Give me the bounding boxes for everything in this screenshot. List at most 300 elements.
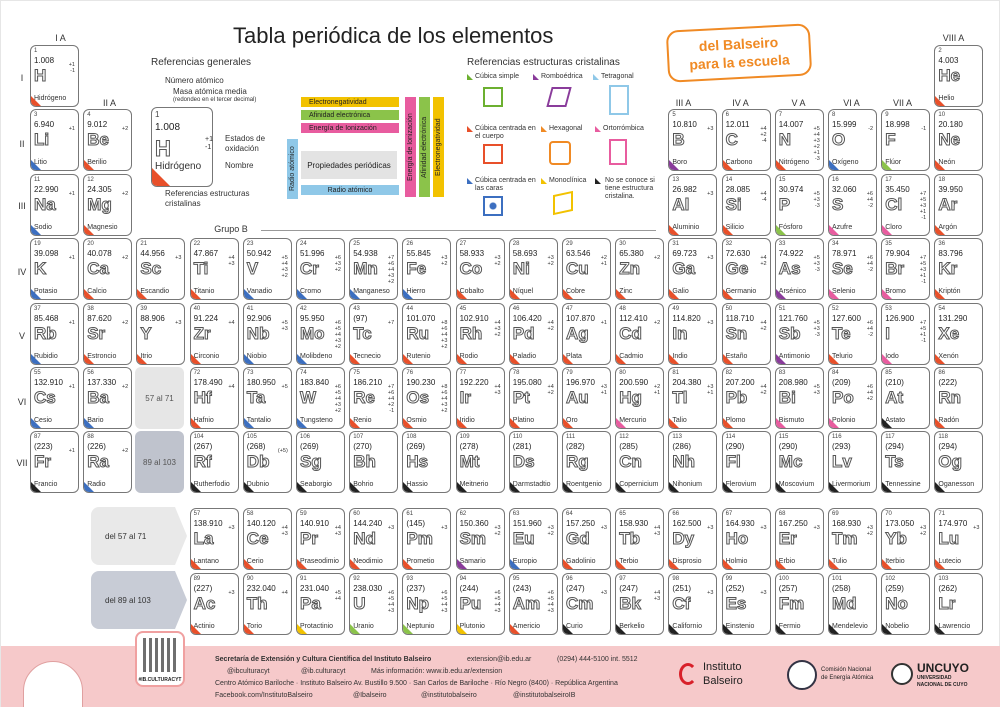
element-atomic-number: 90	[246, 576, 254, 582]
element-atomic-number: 15	[778, 176, 786, 183]
element-cell-cl	[881, 174, 930, 236]
element-symbol: Kr	[938, 259, 958, 279]
element-atomic-number: 52	[832, 305, 839, 312]
element-atomic-mass: 44.956	[140, 249, 165, 259]
crystal-structure-marker	[84, 289, 94, 299]
element-symbol: Cm	[566, 594, 594, 613]
reference-cell	[151, 107, 213, 187]
element-symbol: C	[725, 130, 738, 150]
element-atomic-mass: 69.723	[672, 249, 697, 259]
element-name: Cromo	[300, 288, 322, 296]
element-symbol: Zn	[619, 259, 640, 279]
crystal-structure-marker	[137, 354, 147, 364]
crystal-structure-marker	[297, 354, 307, 364]
element-symbol: Co	[459, 259, 483, 279]
element-atomic-number: 113	[672, 434, 682, 441]
element-cell-bh	[349, 431, 398, 493]
element-atomic-number: 97	[619, 576, 626, 582]
element-symbol: Tb	[619, 529, 640, 548]
element-symbol: Hs	[406, 452, 429, 472]
crystal-structure-marker	[191, 418, 201, 428]
element-atomic-mass: 192.220	[459, 378, 489, 387]
element-symbol: Rb	[34, 323, 57, 343]
element-symbol: S	[832, 194, 844, 214]
element-symbol: Rf	[193, 452, 212, 472]
element-symbol: Tc	[353, 323, 372, 343]
element-cell-v	[243, 238, 292, 300]
element-name: Europio	[512, 558, 537, 565]
element-symbol: P	[778, 194, 791, 214]
period-label-3: III	[18, 201, 26, 211]
footer-twitter-handle[interactable]: @ib.culturacyt	[301, 668, 346, 675]
period-label-4: IV	[17, 267, 27, 277]
crystal-structure-marker	[882, 225, 892, 235]
element-symbol: Ga	[672, 259, 696, 279]
qr-code[interactable]	[135, 631, 185, 687]
element-oxidation-states: +3	[707, 255, 714, 262]
crystal-structure-marker	[882, 354, 892, 364]
element-atomic-number: 6	[725, 112, 729, 119]
element-cell-fr	[30, 431, 79, 493]
crystal-structure-marker	[935, 624, 945, 634]
element-atomic-number: 38	[87, 305, 94, 312]
element-oxidation-states: +5	[281, 384, 288, 390]
element-atomic-number: 80	[619, 370, 626, 376]
element-cell-he	[934, 45, 983, 107]
group-label-18: VIII A	[942, 33, 965, 43]
element-cell-cu	[562, 238, 611, 300]
crystal-structure-marker	[935, 482, 945, 492]
element-name: Vanadio	[246, 288, 272, 296]
element-name: Lutecio	[938, 558, 961, 565]
element-cell-re	[349, 367, 398, 429]
element-atomic-mass: 118.710	[725, 313, 754, 323]
element-atomic-number: 70	[885, 511, 892, 517]
element-name: Moscovium	[778, 481, 815, 489]
ref-example-number: 1	[155, 110, 160, 119]
crystal-structure-marker	[776, 160, 786, 170]
element-atomic-mass: 102.910	[459, 313, 489, 323]
element-symbol: Ge	[725, 259, 749, 279]
vbar-electroneg: Electronegatividad	[433, 97, 444, 197]
element-oxidation-states: +4 +2	[760, 319, 767, 332]
element-symbol: H	[34, 66, 47, 85]
element-symbol: Es	[725, 594, 747, 613]
crystal-structure-marker	[563, 624, 573, 634]
element-oxidation-states: +3	[707, 126, 714, 133]
element-atomic-mass: 138.910	[193, 519, 223, 528]
element-symbol: Br	[885, 259, 905, 279]
element-name: Potasio	[34, 288, 58, 296]
element-atomic-mass: 180.950	[246, 378, 276, 387]
element-name: Platino	[512, 417, 535, 424]
crystal-structure-marker	[935, 354, 945, 364]
element-symbol: Md	[832, 594, 857, 613]
element-atomic-mass: 106.420	[512, 313, 542, 323]
element-atomic-number: 27	[459, 241, 467, 248]
element-cell-hs	[402, 431, 451, 493]
bar-affinity: Afinidad electrónica	[301, 110, 399, 120]
element-oxidation-states: +5 +3 -3	[813, 190, 820, 209]
crystal-structure-marker	[244, 289, 254, 299]
element-symbol: Pt	[512, 388, 530, 407]
crystal-structure-marker	[935, 96, 945, 106]
element-cell-po	[828, 367, 877, 429]
element-symbol: Lu	[938, 529, 960, 548]
crystal-structure-marker	[829, 225, 839, 235]
element-cell-br	[881, 238, 930, 300]
element-symbol: Li	[34, 130, 50, 150]
crystal-unknown-label: No se conoce si tiene estructura cristalina.	[605, 177, 655, 200]
element-oxidation-states: +1	[68, 319, 75, 326]
element-cell-li	[30, 109, 79, 171]
footer-email[interactable]: extension@ib.edu.ar	[467, 656, 532, 663]
crystal-tetra-label: Tetragonal	[601, 73, 634, 80]
element-name: Oro	[566, 417, 578, 424]
footer-instagram-handle[interactable]: @ibculturacyt	[227, 668, 270, 675]
element-oxidation-states: +5 +4 +3 +2	[281, 255, 288, 280]
element-cell-ta	[243, 367, 292, 429]
element-atomic-number: 115	[778, 434, 789, 441]
element-symbol: Ti	[193, 259, 209, 279]
element-oxidation-states: +1	[68, 190, 75, 197]
crystal-structure-marker	[829, 559, 839, 569]
element-name: Plutonio	[459, 623, 485, 630]
element-atomic-mass: 51.996	[300, 249, 325, 259]
rhombohedral-structure-icon	[546, 87, 571, 107]
element-atomic-mass: 87.620	[87, 313, 112, 323]
element-oxidation-states: +4 +3	[334, 525, 341, 537]
element-cell-es	[722, 573, 771, 635]
element-atomic-number: 68	[778, 511, 786, 517]
crystal-structure-marker	[669, 160, 679, 170]
element-cell-mo	[296, 303, 345, 365]
element-symbol: Bi	[778, 388, 796, 407]
element-atomic-mass: 178.490	[193, 378, 223, 387]
crystal-structure-marker	[935, 418, 945, 428]
element-atomic-mass: 151.960	[512, 519, 542, 528]
element-atomic-number: 19	[34, 241, 41, 248]
element-atomic-mass: (262)	[938, 584, 958, 593]
period-label-7: VII	[16, 458, 28, 468]
footer-address: Centro Atómico Bariloche · Instituto Balseiro Av. Bustillo 9.500 · San Carlos de Bariloche · Río Negro (8400) · República Argentina	[215, 680, 618, 687]
element-name: Cesio	[34, 417, 52, 424]
element-atomic-number: 8	[832, 112, 836, 119]
element-oxidation-states: +6 +5 +4 +3	[494, 590, 501, 614]
element-atomic-mass: 231.040	[300, 584, 329, 593]
element-symbol: Al	[672, 194, 690, 214]
element-atomic-number: 18	[938, 176, 946, 183]
element-cell-cf	[668, 573, 717, 635]
crystal-structure-marker	[191, 289, 201, 299]
element-atomic-mass: 26.982	[672, 184, 697, 194]
element-cell-bk	[615, 573, 664, 635]
element-name: Kriptón	[938, 288, 961, 296]
crystal-structure-marker	[723, 418, 733, 428]
crystal-structure-marker	[829, 482, 839, 492]
element-atomic-mass: 58.693	[512, 249, 538, 259]
element-oxidation-states: +6 +4 -2	[866, 190, 873, 209]
element-symbol: Ba	[87, 388, 109, 407]
element-symbol: Sm	[459, 529, 487, 548]
element-atomic-mass: (237)	[406, 584, 426, 593]
element-oxidation-states: +4 +2	[760, 384, 767, 396]
bar-electronegativity: Electronegatividad	[301, 97, 399, 107]
footer-more-info[interactable]: Más información: www.ib.edu.ar/extension	[371, 668, 503, 675]
element-atomic-mass: 107.870	[566, 313, 595, 323]
element-symbol: Eu	[512, 529, 535, 548]
crystal-structure-marker	[297, 559, 307, 569]
element-oxidation-states: +3	[707, 525, 714, 531]
element-oxidation-states: +5 +3 -3	[813, 319, 820, 338]
element-name: Copernicium	[619, 481, 659, 489]
element-oxidation-states: +3	[387, 525, 395, 531]
element-atomic-mass: (257)	[778, 584, 798, 593]
element-atomic-mass: 39.950	[938, 184, 963, 194]
element-cell-gd	[562, 508, 611, 570]
crystal-structure-marker	[935, 289, 945, 299]
element-oxidation-states: +2	[121, 384, 129, 390]
crystal-structure-marker	[457, 354, 467, 364]
element-cell-al	[668, 174, 717, 236]
element-symbol: Fr	[34, 452, 51, 472]
element-atomic-mass: 20.180	[938, 120, 963, 130]
element-atomic-mass: (286)	[672, 442, 692, 452]
element-symbol: Sb	[778, 323, 801, 343]
footer-twitter[interactable]: @Ibalseiro	[353, 692, 387, 699]
element-cell-xe	[934, 303, 983, 365]
element-oxidation-states: +3 +1	[707, 384, 714, 396]
element-atomic-number: 94	[459, 576, 467, 582]
element-symbol: Th	[246, 594, 268, 613]
element-symbol: Ac	[193, 594, 216, 613]
crystal-structure-marker	[297, 482, 307, 492]
crystal-structure-marker	[935, 160, 945, 170]
element-atomic-number: 36	[938, 241, 946, 248]
crystal-structure-marker	[669, 482, 679, 492]
element-name: Magnesio	[87, 223, 118, 231]
element-cell-sg	[296, 431, 345, 493]
element-atomic-number: 88	[87, 434, 94, 441]
element-cell-rb	[30, 303, 79, 365]
element-atomic-mass: (285)	[619, 442, 638, 452]
crystal-structure-marker	[776, 354, 786, 364]
element-atomic-number: 61	[406, 511, 414, 517]
element-oxidation-states: +8 +6 +4 +3 +2	[441, 384, 448, 414]
element-atomic-number: 47	[566, 305, 573, 312]
element-oxidation-states: +2	[653, 255, 661, 262]
footer-instagram-1[interactable]: @institutobalseiro	[421, 692, 477, 699]
logo-uncuyo-line3: NACIONAL DE CUYO	[917, 682, 968, 688]
crystal-structure-marker	[137, 289, 147, 299]
crystal-structure-marker	[776, 624, 786, 634]
element-name: Rodio	[459, 352, 478, 360]
crystal-structure-marker	[31, 160, 41, 170]
element-name: Oganesson	[938, 481, 975, 489]
logo-uncuyo-line2: UNIVERSIDAD	[917, 675, 952, 681]
element-name: Arsénico	[778, 288, 807, 296]
footer-facebook[interactable]: Facebook.com/InstitutoBalseiro	[215, 692, 313, 699]
element-name: Cerio	[246, 558, 264, 565]
element-name: Galio	[672, 288, 689, 296]
element-symbol: Ca	[87, 259, 109, 279]
element-name: Neón	[938, 159, 956, 167]
element-symbol: Be	[87, 130, 109, 150]
element-atomic-mass: 92.906	[246, 313, 272, 323]
footer-instagram-2[interactable]: @institutobalseiroIB	[513, 692, 576, 699]
element-symbol: Ir	[459, 388, 471, 407]
element-atomic-number: 76	[406, 370, 414, 376]
element-cell-at	[881, 367, 930, 429]
school-badge	[666, 23, 813, 82]
element-symbol: La	[193, 529, 214, 548]
element-atomic-mass: (247)	[619, 584, 638, 593]
swatch-rhombo	[533, 74, 539, 80]
element-name: Nobelio	[885, 623, 909, 630]
element-cell-dy	[668, 508, 717, 570]
element-atomic-number: 1	[34, 48, 38, 54]
element-symbol: F	[885, 130, 896, 150]
element-atomic-mass: (247)	[566, 584, 585, 593]
element-atomic-mass: (294)	[938, 442, 958, 452]
element-atomic-number: 58	[246, 511, 254, 517]
element-atomic-mass: 174.970	[938, 519, 968, 528]
element-name: Estroncio	[87, 352, 117, 360]
ref-atomic-mass: Masa atómica media	[173, 87, 247, 96]
bcc-structure-icon	[483, 144, 503, 164]
element-cell-ge	[722, 238, 771, 300]
crystal-structure-marker	[935, 225, 945, 235]
element-name: Manganeso	[353, 288, 390, 296]
actinide-placeholder: 89 al 103	[135, 431, 184, 493]
element-atomic-number: 25	[353, 241, 360, 248]
element-atomic-mass: 126.900	[885, 313, 915, 323]
element-name: Hassio	[406, 481, 428, 489]
swatch-ortho	[595, 126, 601, 132]
element-atomic-mass: 18.998	[885, 120, 910, 130]
element-name: Erbio	[778, 558, 796, 565]
element-cell-ni	[509, 238, 558, 300]
element-cell-y	[136, 303, 185, 365]
element-atomic-mass: 12.011	[725, 120, 750, 130]
crystal-structure-marker	[350, 482, 360, 492]
element-atomic-number: 48	[619, 305, 626, 312]
ref-atomic-mass-note: (redondeo en el tercer decimal)	[173, 97, 257, 103]
crystal-structure-marker	[84, 482, 94, 492]
crystal-structure-marker	[510, 559, 520, 569]
element-cell-n	[775, 109, 824, 171]
element-atomic-number: 29	[566, 241, 573, 248]
element-symbol: Fe	[406, 259, 427, 279]
element-atomic-number: 4	[87, 112, 91, 119]
element-cell-rg	[562, 431, 611, 493]
element-atomic-number: 104	[193, 434, 204, 441]
element-symbol: Ho	[725, 529, 749, 548]
element-atomic-number: 93	[406, 576, 414, 582]
swatch-cubic	[467, 74, 473, 80]
element-oxidation-states: +1	[68, 448, 75, 455]
element-atomic-number: 96	[566, 576, 573, 582]
element-atomic-number: 40	[193, 305, 201, 312]
element-symbol: Cd	[619, 323, 642, 343]
crystal-structure-marker	[882, 624, 892, 634]
element-atomic-number: 118	[938, 434, 948, 441]
element-atomic-number: 60	[353, 511, 360, 517]
element-atomic-mass: (209)	[832, 378, 851, 387]
element-cell-np	[402, 573, 451, 635]
ref-crystal-structures: Referencias estructuras cristalinas	[165, 189, 250, 208]
element-oxidation-states: +7 +6 +4 +3 +2	[387, 255, 395, 286]
crystal-structure-marker	[510, 289, 520, 299]
element-name: Lawrencio	[938, 623, 971, 630]
crystal-structure-marker	[563, 289, 573, 299]
element-atomic-number: 66	[672, 511, 680, 517]
element-atomic-mass: 101.070	[406, 313, 436, 323]
element-cell-ra	[83, 431, 132, 493]
element-cell-yb	[881, 508, 930, 570]
element-oxidation-states: +6 +5 +4 +3	[441, 590, 448, 614]
element-name: Holmio	[725, 558, 748, 565]
element-atomic-number: 34	[832, 241, 839, 248]
element-atomic-number: 31	[672, 241, 680, 248]
element-name: Talio	[672, 417, 687, 424]
crystal-structure-marker	[616, 354, 626, 364]
element-name: Cobalto	[459, 288, 484, 296]
element-cell-f	[881, 109, 930, 171]
element-atomic-mass: 24.305	[87, 184, 112, 194]
element-symbol: Ra	[87, 452, 109, 472]
element-atomic-mass: 47.867	[193, 249, 219, 259]
element-cell-u	[349, 573, 398, 635]
element-name: Zinc	[619, 288, 633, 296]
element-name: Renio	[353, 417, 372, 424]
element-atomic-number: 39	[140, 305, 148, 312]
element-cell-ga	[668, 238, 717, 300]
element-oxidation-states: +3	[973, 525, 980, 531]
element-name: Bromo	[885, 288, 906, 296]
element-cell-se	[828, 238, 877, 300]
lanthanide-arrow: del 57 al 71	[91, 507, 175, 565]
element-oxidation-states: +1 -1	[68, 62, 75, 74]
element-atomic-number: 5	[672, 112, 676, 119]
element-oxidation-states: +3 +2	[441, 255, 448, 268]
crystal-structure-marker	[723, 289, 733, 299]
crystal-structure-marker	[669, 418, 679, 428]
crystal-structure-marker	[669, 354, 679, 364]
element-atomic-number: 89	[193, 576, 201, 582]
element-cell-db	[243, 431, 292, 493]
element-cell-mg	[83, 174, 132, 236]
element-atomic-number: 87	[34, 434, 41, 441]
element-symbol: Nd	[353, 529, 376, 548]
lanthanide-arrow-tip	[175, 507, 187, 565]
element-symbol: Y	[140, 323, 152, 343]
element-atomic-mass: 85.468	[34, 313, 59, 323]
element-symbol: He	[938, 66, 961, 85]
element-symbol: Mo	[300, 323, 325, 343]
element-name: Tantalio	[246, 417, 271, 424]
element-atomic-number: 63	[512, 511, 520, 517]
element-atomic-number: 102	[885, 576, 896, 582]
element-atomic-mass: 91.224	[193, 313, 219, 323]
element-atomic-mass: 63.546	[566, 249, 591, 259]
element-atomic-mass: (227)	[193, 584, 213, 593]
ref-name: Nombre	[225, 161, 254, 170]
element-atomic-mass: 55.845	[406, 249, 431, 259]
element-symbol: U	[353, 594, 366, 613]
crystal-structure-marker	[563, 418, 573, 428]
element-cell-in	[668, 303, 717, 365]
